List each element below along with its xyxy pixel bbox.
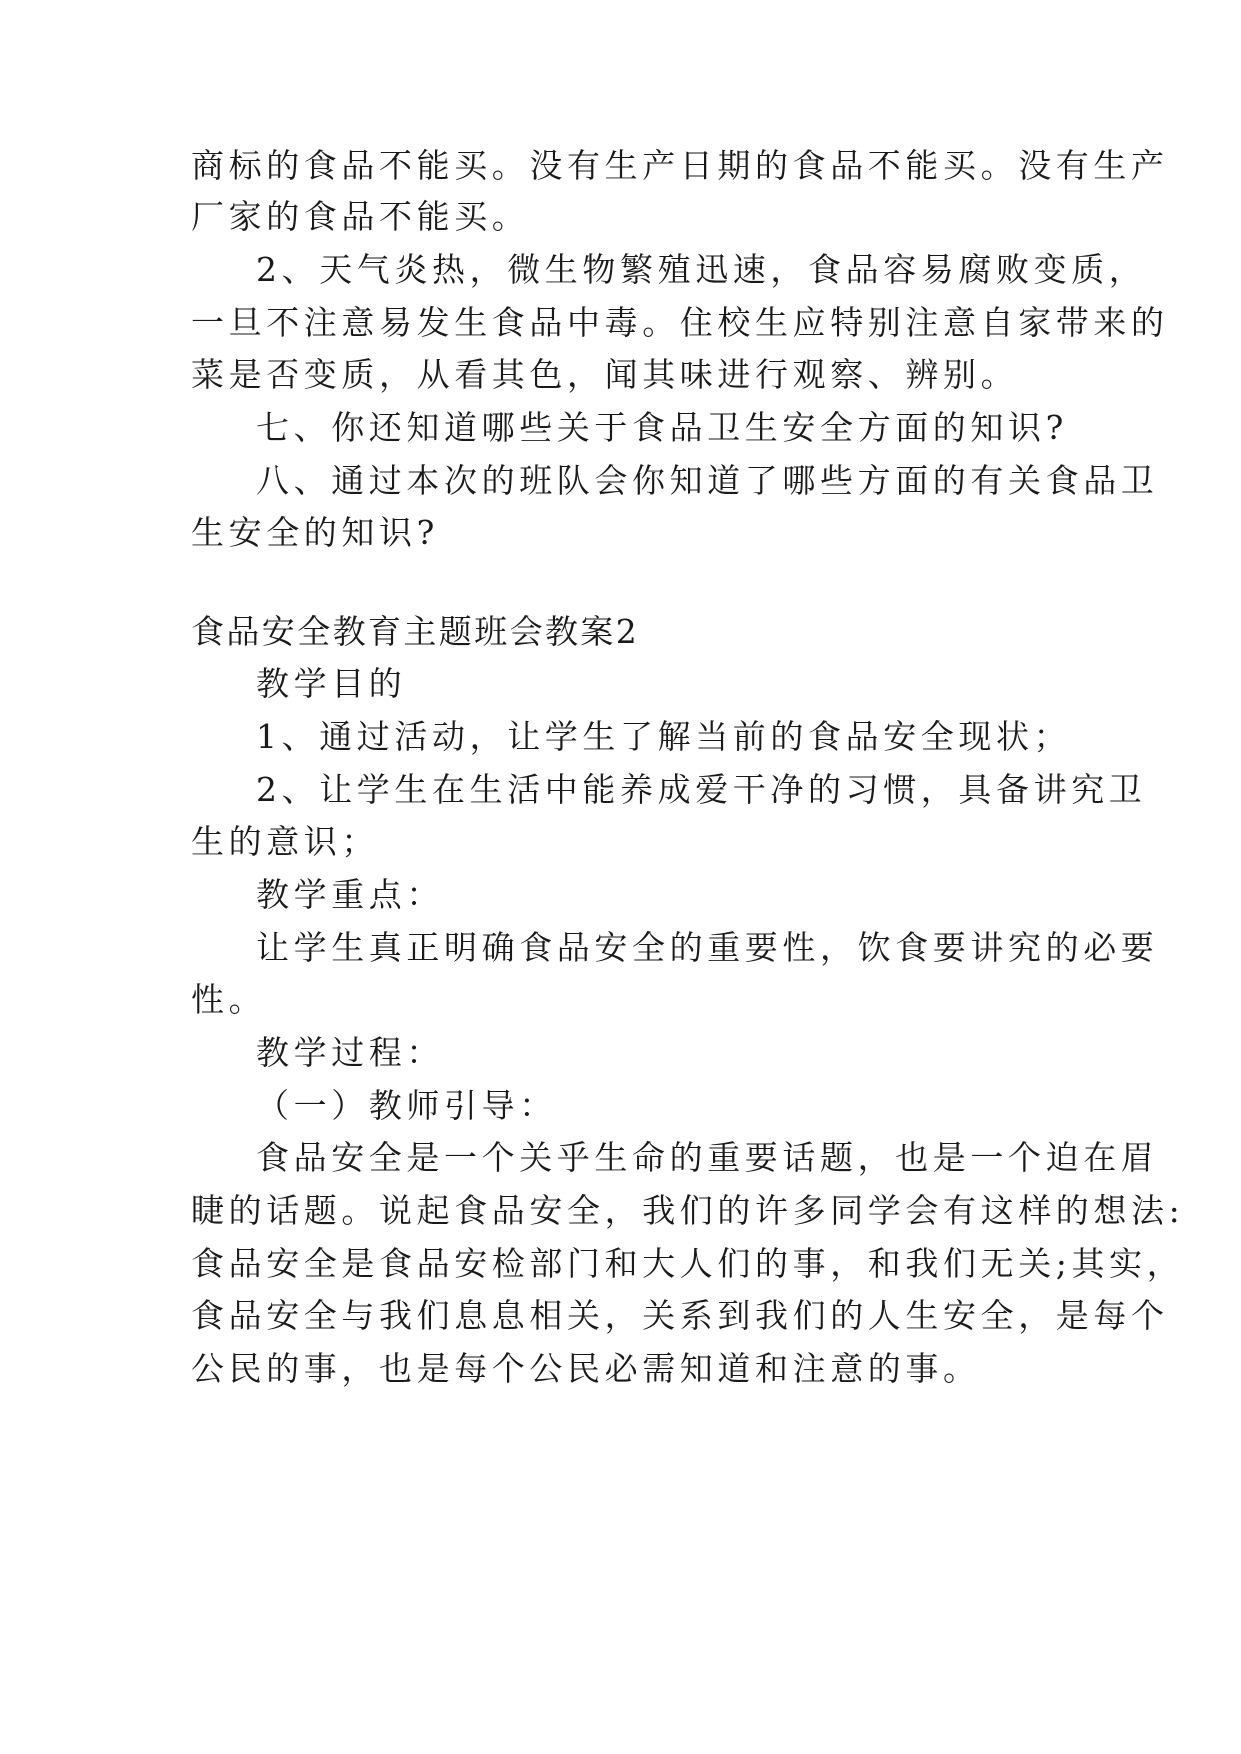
paragraph-line: 一旦不注意易发生食品中毒。住校生应特别注意自家带来的 [191, 303, 1169, 342]
paragraph-line: 食品安全是一个关乎生命的重要话题，也是一个迫在眉 [256, 1138, 1159, 1177]
paragraph-line: 公民的事，也是每个公民必需知道和注意的事。 [191, 1349, 981, 1388]
paragraph-line: 2、天气炎热，微生物繁殖迅速，食品容易腐败变质， [256, 250, 1147, 289]
section-title: 食品安全教育主题班会教案2 [191, 612, 640, 651]
paragraph-line: 菜是否变质，从看其色，闻其味进行观察、辨别。 [191, 355, 1019, 394]
paragraph-line: 八、通过本次的班队会你知道了哪些方面的有关食品卫 [256, 461, 1159, 500]
paragraph-line: 七、你还知道哪些关于食品卫生安全方面的知识? [256, 408, 1068, 447]
paragraph-line: 教学过程： [256, 1033, 444, 1072]
paragraph-line: 教学重点： [256, 875, 444, 914]
paragraph-line: 教学目的 [256, 664, 407, 703]
paragraph-line: 让学生真正明确食品安全的重要性，饮食要讲究的必要 [256, 928, 1159, 967]
paragraph-line: 性。 [191, 980, 267, 1019]
paragraph-line: 1、通过活动，让学生了解当前的食品安全现状； [256, 717, 1072, 756]
paragraph-line: 食品安全是食品安检部门和大人们的事，和我们无关;其实， [191, 1244, 1185, 1283]
paragraph-line: 食品安全与我们息息相关，关系到我们的人生安全，是每个 [191, 1296, 1169, 1335]
paragraph-line: 2、让学生在生活中能养成爱干净的习惯，具备讲究卫 [256, 770, 1147, 809]
paragraph-line: 生的意识； [191, 822, 379, 861]
paragraph-line: 厂家的食品不能买。 [191, 197, 530, 236]
paragraph-line: 生安全的知识? [191, 513, 439, 552]
paragraph-line: 商标的食品不能买。没有生产日期的食品不能买。没有生产 [191, 146, 1169, 185]
paragraph-line: （一）教师引导： [256, 1086, 557, 1125]
paragraph-line: 睫的话题。说起食品安全，我们的许多同学会有这样的想法: [191, 1191, 1185, 1230]
